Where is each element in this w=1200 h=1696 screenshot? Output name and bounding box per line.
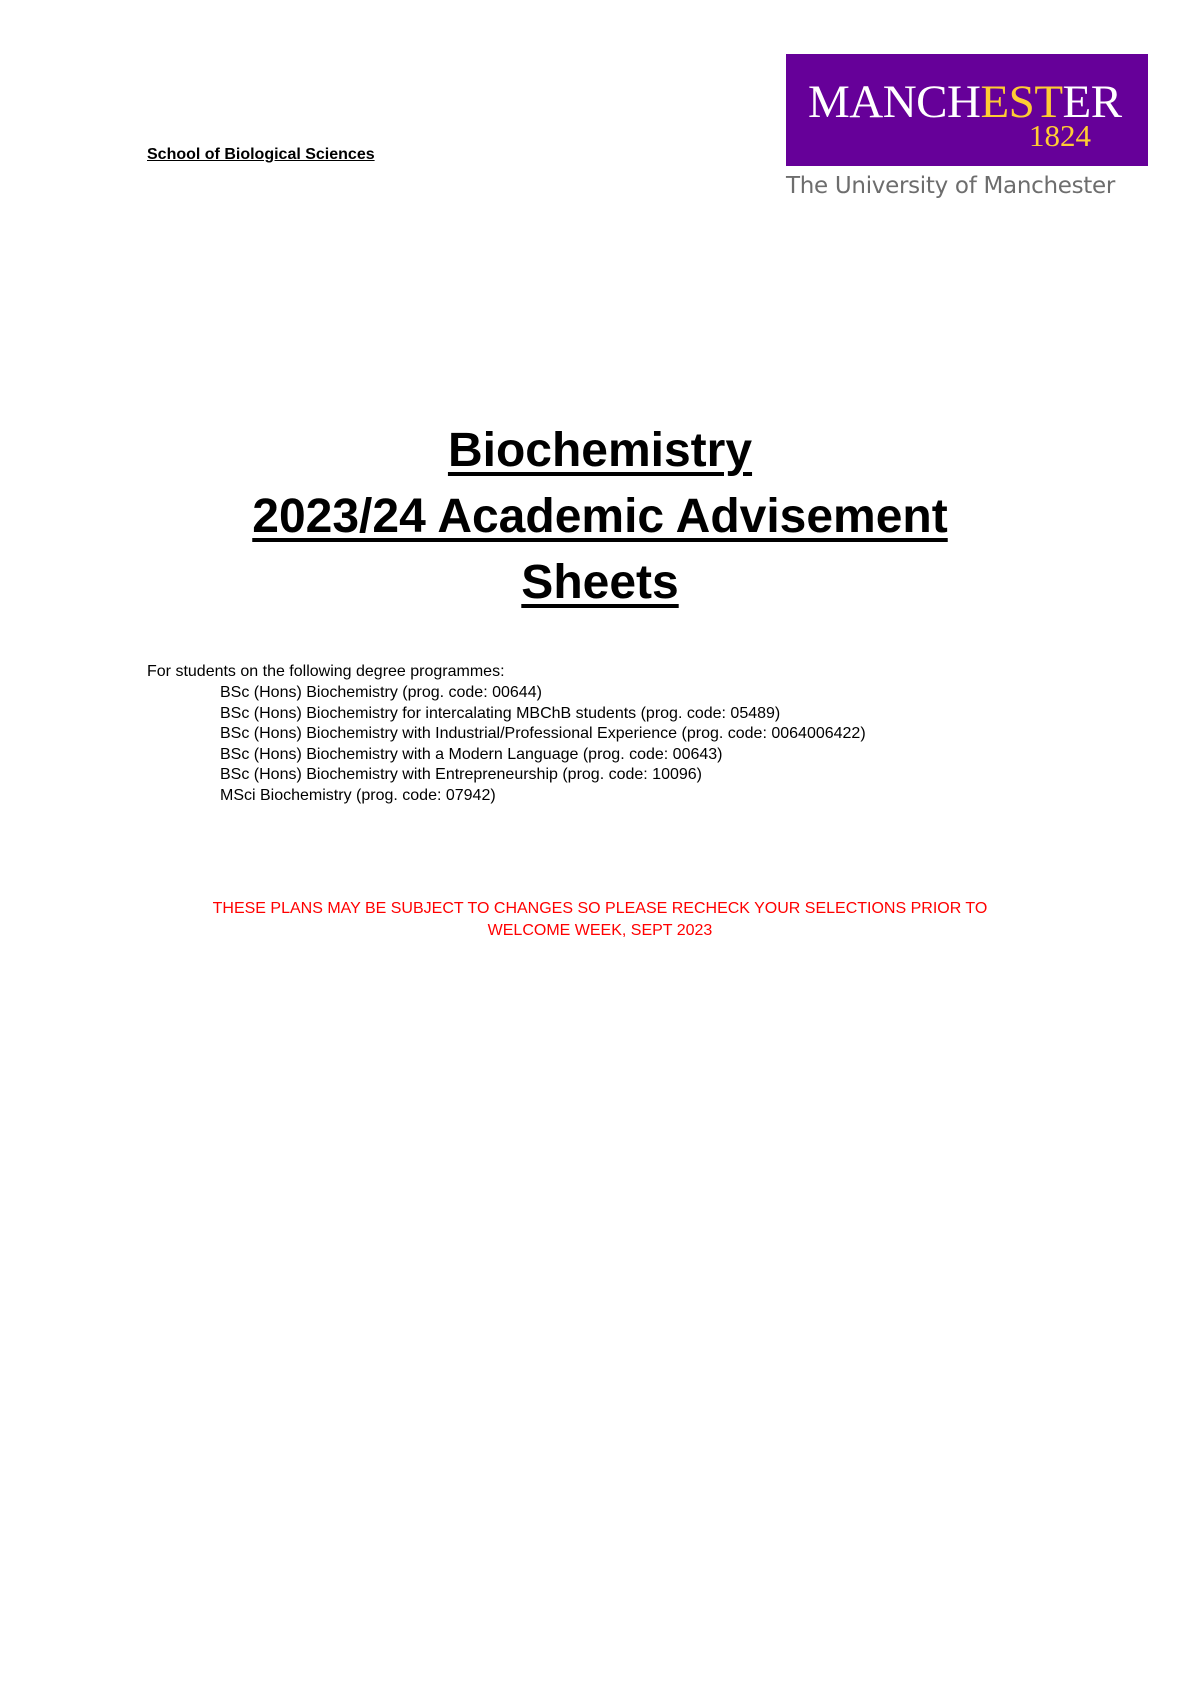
programme-item: BSc (Hons) Biochemistry for intercalating MBChB students (prog. code: 05489) bbox=[220, 704, 781, 722]
programme-item: MSci Biochemistry (prog. code: 07942) bbox=[220, 786, 496, 804]
title-line-1: Biochemistry bbox=[447, 424, 753, 477]
programme-item: BSc (Hons) Biochemistry (prog. code: 00644) bbox=[220, 684, 542, 701]
programme-item: BSc (Hons) Biochemistry with a Modern Language (prog. code: 00643) bbox=[220, 745, 723, 763]
programme-list bbox=[220, 683, 866, 806]
programme-item: BSc (Hons) Biochemistry with Entrepreneurship (prog. code: 10096) bbox=[220, 766, 702, 783]
notice-line-2: WELCOME WEEK, SEPT 2023 bbox=[487, 922, 713, 939]
logo-caption: The University of Manchester bbox=[786, 173, 1115, 199]
logo-word-part2: EST bbox=[980, 76, 1063, 128]
logo-year: 1824 bbox=[1029, 118, 1091, 153]
logo-word-part3: ER bbox=[1062, 76, 1122, 128]
notice-line-1: THESE PLANS MAY BE SUBJECT TO CHANGES SO PLEASE RECHECK YOUR SELECTIONS PRIOR TO bbox=[212, 900, 988, 917]
document-title bbox=[0, 418, 1200, 616]
title-line-3: Sheets bbox=[521, 556, 679, 609]
programme-item: BSc (Hons) Biochemistry with Industrial/Professional Experience (prog. code: 0064006422) bbox=[220, 725, 866, 742]
title-line-2: 2023/24 Academic Advisement bbox=[252, 490, 948, 543]
university-logo bbox=[786, 54, 1148, 166]
logo-word-part1: MANCH bbox=[808, 76, 981, 128]
change-notice bbox=[0, 898, 1200, 942]
intro-text: For students on the following degree programmes: bbox=[147, 663, 505, 680]
school-name: School of Biological Sciences bbox=[147, 146, 375, 163]
